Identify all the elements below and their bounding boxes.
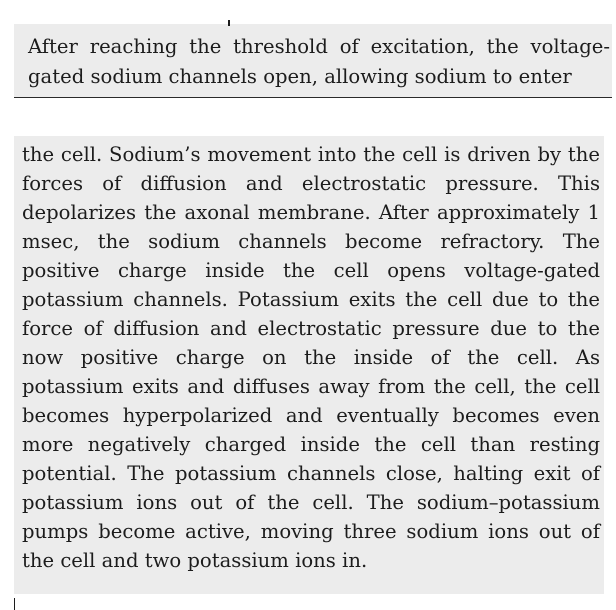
clipped-glyph-mark: [228, 20, 230, 26]
top-paragraph: After reaching the threshold of excitation, the voltage-gated sodium channels open, allowing sodium to enter: [28, 35, 610, 88]
main-text-block: [14, 136, 604, 594]
text-cursor: [14, 598, 15, 610]
top-text-block: [14, 24, 612, 98]
main-paragraph: the cell. Sodium’s movement into the cell is driven by the forces of diffusion and electrostatic pressure. This depolarizes the axonal membrane. After approximately 1 msec, the sodium channels become refractory. The positive charge inside the cell opens voltage-gated potassium channels. Potassium exits the cell due to the force of diffusion and electrostatic pressure due to the now positive charge on the inside of the cell. As potassium exits and diffuses away from the cell, the cell becomes hyperpolarized and eventually becomes even more negatively charged inside the cell than resting potential. The potassium channels close, halting exit of potassium ions out of the cell. The sodium–potassium pumps become active, moving three sodium ions out of the cell and two potassium ions in.: [22, 143, 600, 572]
